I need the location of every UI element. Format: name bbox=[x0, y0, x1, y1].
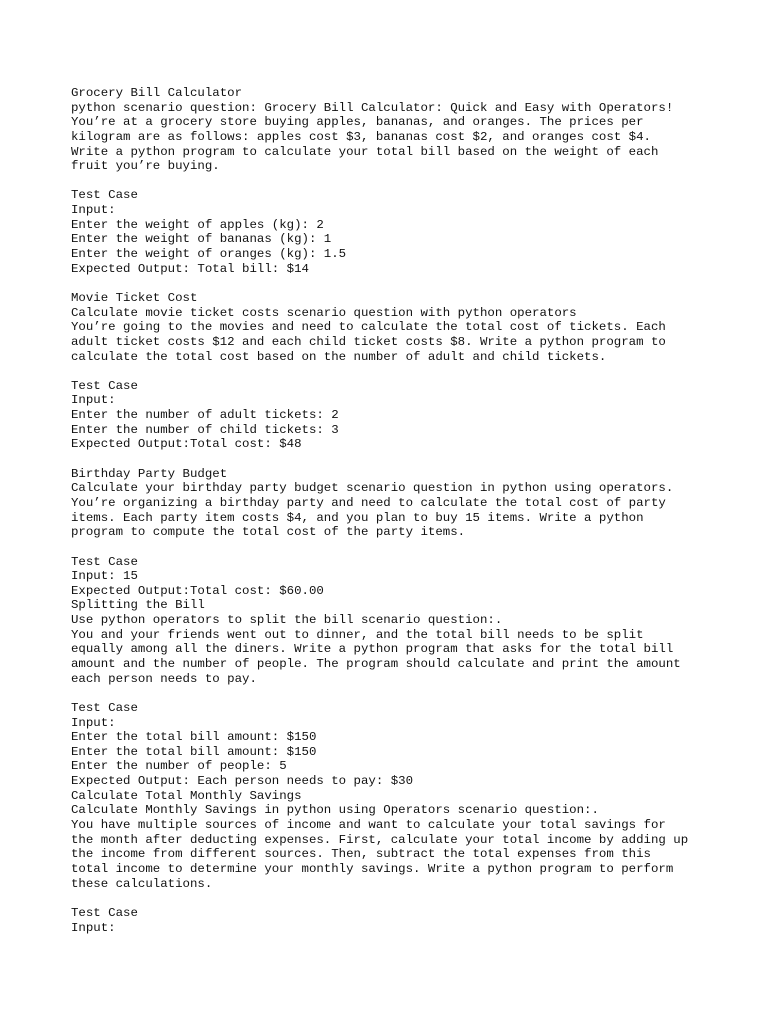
input-line: Enter the number of people: 5 bbox=[71, 759, 287, 774]
paragraph-line: program to compute the total cost of the party items. bbox=[71, 525, 466, 540]
paragraph-line: equally among all the diners. Write a python program that asks for the total bill bbox=[71, 642, 674, 657]
blank-line bbox=[71, 452, 751, 467]
expected-output: Expected Output: Each person needs to pay: $30 bbox=[71, 774, 414, 789]
blank-line bbox=[71, 686, 751, 701]
paragraph-line: Write a python program to calculate your total bill based on the weight of each bbox=[71, 144, 659, 159]
blank-line bbox=[71, 276, 751, 291]
paragraph-line: items. Each party item costs $4, and you plan to buy 15 items. Write a python bbox=[71, 510, 644, 525]
expected-output: Expected Output: Total bill: $14 bbox=[71, 261, 309, 276]
input-line: Enter the weight of bananas (kg): 1 bbox=[71, 232, 332, 247]
paragraph-line: You’re at a grocery store buying apples, bananas, and oranges. The prices per bbox=[71, 115, 644, 130]
paragraph-line: the income from different sources. Then, subtract the total expenses from this bbox=[71, 847, 651, 862]
scenario-heading: Calculate Monthly Savings in python using Operators scenario question:. bbox=[71, 803, 599, 818]
paragraph-line: these calculations. bbox=[71, 876, 213, 891]
paragraph-line: You’re going to the movies and need to calculate the total cost of tickets. Each bbox=[71, 320, 666, 335]
section-title-savings: Calculate Total Monthly Savings bbox=[71, 788, 302, 803]
input-line: Enter the total bill amount: $150 bbox=[71, 730, 317, 745]
expected-output: Expected Output:Total cost: $48 bbox=[71, 437, 302, 452]
section-title-grocery: Grocery Bill Calculator bbox=[71, 86, 243, 100]
paragraph-line: the month after deducting expenses. First, calculate your total income by adding up bbox=[71, 832, 689, 847]
test-case-label: Test Case bbox=[71, 378, 138, 393]
expected-output: Expected Output:Total cost: $60.00 bbox=[71, 583, 324, 598]
blank-line bbox=[71, 891, 751, 906]
paragraph-line: kilogram are as follows: apples cost $3, bananas cost $2, and oranges cost $4. bbox=[71, 129, 651, 144]
test-case-label: Test Case bbox=[71, 554, 138, 569]
scenario-heading: Calculate movie ticket costs scenario question with python operators bbox=[71, 305, 577, 320]
paragraph-line: amount and the number of people. The program should calculate and print the amount bbox=[71, 656, 681, 671]
paragraph-line: You’re organizing a birthday party and need to calculate the total cost of party bbox=[71, 495, 666, 510]
section-title-birthday: Birthday Party Budget bbox=[71, 466, 228, 481]
paragraph-line: total income to determine your monthly savings. Write a python program to perform bbox=[71, 861, 674, 876]
scenario-heading: python scenario question: Grocery Bill Calculator: Quick and Easy with Operators! bbox=[71, 100, 674, 115]
input-label: Input: bbox=[71, 393, 116, 408]
paragraph-line: calculate the total cost based on the number of adult and child tickets. bbox=[71, 349, 607, 364]
test-case-label: Test Case bbox=[71, 905, 138, 920]
input-line: Enter the weight of apples (kg): 2 bbox=[71, 217, 324, 232]
input-line: Enter the weight of oranges (kg): 1.5 bbox=[71, 247, 347, 262]
paragraph-line: You and your friends went out to dinner, and the total bill needs to be split bbox=[71, 627, 644, 642]
input-line: Enter the number of child tickets: 3 bbox=[71, 422, 339, 437]
input-label: Input: bbox=[71, 920, 116, 935]
section-title-movie: Movie Ticket Cost bbox=[71, 290, 198, 305]
paragraph-line: adult ticket costs $12 and each child ticket costs $8. Write a python program to bbox=[71, 334, 666, 349]
blank-line bbox=[71, 364, 751, 379]
paragraph-line: fruit you’re buying. bbox=[71, 159, 220, 174]
test-case-label: Test Case bbox=[71, 188, 138, 203]
blank-line bbox=[71, 174, 751, 189]
section-title-splitting: Splitting the Bill bbox=[71, 598, 205, 613]
input-line: Enter the total bill amount: $150 bbox=[71, 744, 317, 759]
input-label: Input: bbox=[71, 203, 116, 218]
paragraph-line: each person needs to pay. bbox=[71, 671, 257, 686]
test-case-label: Test Case bbox=[71, 700, 138, 715]
input-line: Input: 15 bbox=[71, 569, 138, 584]
paragraph-line: You have multiple sources of income and want to calculate your total savings for bbox=[71, 818, 666, 833]
scenario-heading: Calculate your birthday party budget scenario question in python using operators. bbox=[71, 481, 674, 496]
input-line: Enter the number of adult tickets: 2 bbox=[71, 408, 339, 423]
blank-line bbox=[71, 540, 751, 555]
scenario-heading: Use python operators to split the bill scenario question:. bbox=[71, 613, 503, 628]
input-label: Input: bbox=[71, 715, 116, 730]
document-page bbox=[71, 86, 751, 935]
